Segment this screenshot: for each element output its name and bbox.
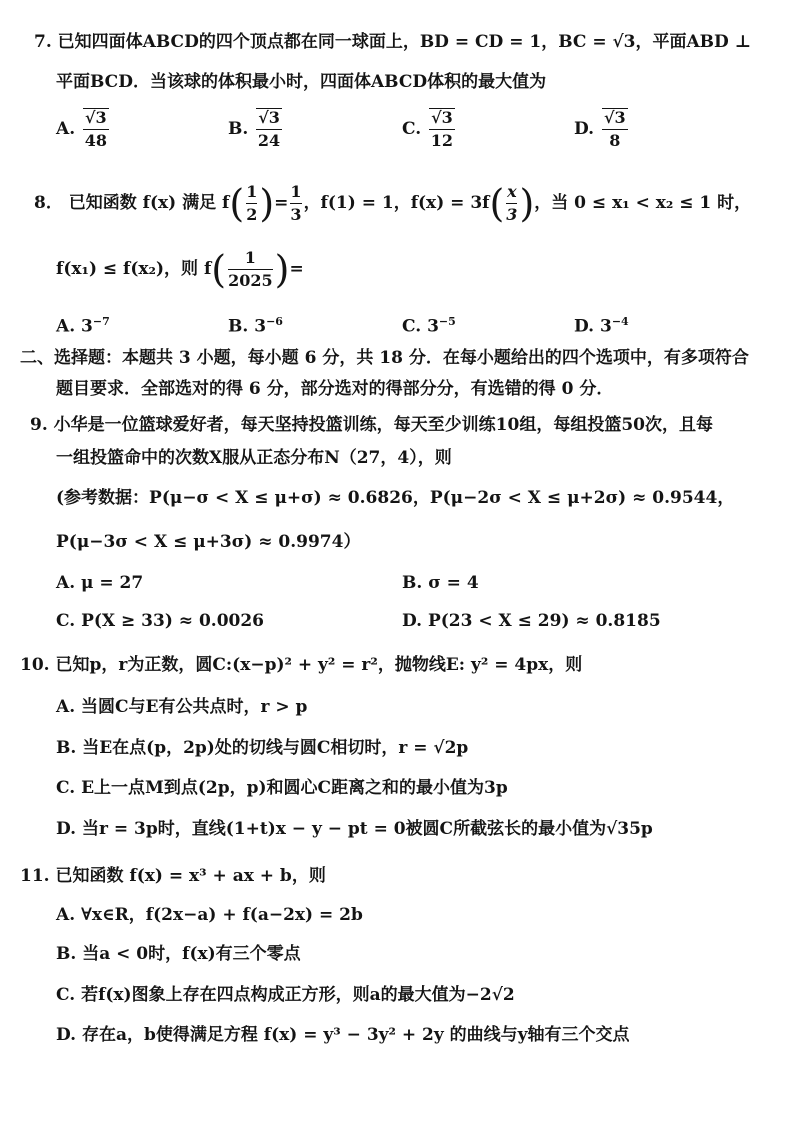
q8-frac-x3: [506, 182, 517, 225]
q7-option-a-num: √3: [85, 108, 107, 127]
q7-option-b-den: 24: [257, 131, 281, 150]
q8-option-a-label: A.: [56, 316, 76, 337]
q11-option-d-text: D. 存在a，b使得满足方程 f(x) = y³ − 3y² + 2y 的曲线与y轴有三个交点: [56, 1025, 630, 1045]
q10-option-b: [56, 736, 468, 760]
q8-option-d: [574, 310, 629, 339]
q9-option-a-text: A. μ = 27: [56, 573, 144, 593]
q8-frac-half: [246, 182, 257, 225]
q7-line2: [56, 70, 546, 94]
q9-option-a: [56, 571, 143, 595]
q8-option-d-base: 3: [599, 316, 612, 337]
q8-option-b-base: 3: [254, 316, 267, 337]
q9-text2: 一组投篮命中的次数X服从正态分布N（27，4），则: [56, 448, 452, 468]
q8-option-a: [56, 310, 110, 339]
q8-text1c: ，f(1) = 1，f(x) = 3f: [303, 193, 490, 213]
q8-frac-2025-num: 1: [244, 248, 256, 267]
q7-option-c-den: 12: [430, 131, 454, 150]
q7-option-d: [574, 108, 630, 151]
q7-option-a-value: [83, 108, 109, 151]
q8-option-c-exp: −5: [438, 315, 456, 328]
q8-option-c-base: 3: [427, 316, 439, 337]
q9-ref-line2: [56, 530, 360, 554]
q8-frac-x3-num: x: [507, 182, 517, 201]
q10-text1: 已知p，r为正数，圆C:(x−p)² + y² = r²，抛物线E: y² = 4px，则: [55, 655, 583, 675]
q10-option-b-text: B. 当E在点(p，2p)处的切线与圆C相切时，r = √2p: [56, 738, 469, 758]
section2-text2: 题目要求．全部选对的得 6 分，部分选对的得部分分，有选错的得 0 分．: [56, 379, 614, 399]
q7-option-d-value: [602, 108, 628, 151]
q8-option-d-label: D.: [574, 316, 595, 337]
q9-option-d: [402, 609, 661, 633]
q7-number: 7.: [34, 32, 52, 52]
q9-option-b-text: B. σ = 4: [402, 573, 479, 593]
section2-text1: 二、选择题：本题共 3 小题，每小题 6 分，共 18 分．在每小题给出的四个选项中，有多项符合: [20, 348, 749, 368]
q8-frac-x3-den: 3: [506, 205, 518, 224]
q8-line2: f(x₁) ≤ f(x₂)，则 f( $\frac{1}{2025}$ )=: [56, 247, 304, 292]
q7-option-c-label: C.: [402, 119, 422, 139]
q9-ref-line1: [56, 486, 734, 510]
q7-line1: [34, 30, 751, 54]
section2-line1: [20, 346, 749, 370]
q7-option-c-value: [429, 108, 455, 151]
q9-ref1: (参考数据：P(μ−σ < X ≤ μ+σ) ≈ 0.6826，P(μ−2σ < X ≤ μ+2σ) ≈ 0.9544，: [56, 488, 735, 508]
q11-text1: 已知函数 f(x) = x³ + ax + b，则: [55, 866, 326, 886]
q8-option-d-exp: −4: [611, 315, 629, 328]
q8-frac-third: [290, 182, 301, 225]
q8-line1: 8． 已知函数 f(x) 满足 f( $\frac{1}{2}$ )= $\frac{1}{3}$ ，f(1) = 1，f(x) = 3f( $\frac{x}{3}$ )，当 0 ≤ x₁ < x₂ ≤ 1 时，: [34, 181, 752, 226]
q7-option-d-num: √3: [603, 108, 626, 127]
q11-number: 11.: [20, 866, 50, 886]
q8-text2b: =: [289, 259, 304, 279]
q10-line1: [20, 653, 582, 677]
q11-option-a: [56, 903, 363, 927]
q9-option-d-text: D. P(23 < X ≤ 29) ≈ 0.8185: [402, 611, 661, 631]
q8-frac-third-den: 3: [290, 205, 302, 224]
q10-option-a: [56, 695, 307, 719]
q9-ref2: P(μ−3σ < X ≤ μ+3σ) ≈ 0.9974）: [56, 532, 361, 552]
q7-option-a-label: A.: [56, 119, 76, 139]
q7-option-b-value: [256, 108, 282, 151]
q8-text1a: 已知函数 f(x) 满足 f: [68, 193, 230, 213]
q8-number: 8．: [34, 193, 63, 213]
q9-option-c: [56, 609, 264, 633]
q8-frac-third-num: 1: [290, 182, 302, 201]
q7-text1: 已知四面体ABCD的四个顶点都在同一球面上，BD = CD = 1，BC = √3，平面ABD ⊥: [57, 32, 752, 52]
q11-option-d: [56, 1023, 630, 1047]
q9-number: 9.: [30, 415, 48, 435]
q10-option-a-text: A. 当圆C与E有公共点时，r > p: [56, 697, 308, 717]
q11-option-c-text: C. 若f(x)图象上存在四点构成正方形，则a的最大值为−2√2: [56, 985, 515, 1005]
q8-frac-half-num: 1: [246, 182, 258, 201]
q8-option-c-label: C.: [402, 316, 422, 337]
q8-option-a-exp: −7: [92, 315, 110, 328]
q7-option-d-label: D.: [574, 119, 595, 139]
q10-option-d: [56, 817, 653, 841]
q8-frac-half-den: 2: [246, 205, 258, 224]
q10-option-c-text: C. E上一点M到点(2p，p)和圆心C距离之和的最小值为3p: [56, 778, 508, 798]
q8-option-a-base: 3: [81, 316, 93, 337]
q10-option-d-text: D. 当r = 3p时，直线(1+t)x − y − pt = 0被圆C所截弦长的最小值为√35p: [56, 819, 653, 839]
q9-option-c-text: C. P(X ≥ 33) ≈ 0.0026: [56, 611, 265, 631]
q11-option-a-text: A. ∀x∈R，f(2x−a) + f(a−2x) = 2b: [56, 905, 363, 925]
q8-frac-2025: [228, 248, 273, 291]
q11-option-c: [56, 983, 515, 1007]
section2-line2: [56, 377, 613, 401]
q11-line1: [20, 864, 326, 888]
q9-option-b: [402, 571, 479, 595]
q8-text2a: f(x₁) ≤ f(x₂)，则 f: [56, 259, 212, 279]
q7-option-d-den: 8: [609, 131, 621, 150]
q8-text1b: =: [274, 193, 289, 213]
q8-frac-2025-den: 2025: [228, 271, 273, 290]
q7-option-b-num: √3: [258, 108, 280, 127]
q9-line1: [30, 413, 713, 437]
q8-option-b-label: B.: [228, 316, 249, 337]
q7-option-c-num: √3: [431, 108, 453, 127]
q9-line2: [56, 446, 452, 470]
q9-text1: 小华是一位篮球爱好者，每天坚持投篮训练，每天至少训练10组，每组投篮50次，且每: [53, 415, 713, 435]
q7-option-b-label: B.: [228, 119, 249, 139]
q7-option-a-den: 48: [84, 131, 107, 150]
q10-number: 10.: [20, 655, 50, 675]
q7-text2: 平面BCD．当该球的体积最小时，四面体ABCD体积的最大值为: [56, 72, 547, 92]
q8-option-c: [402, 310, 456, 339]
q11-option-b: [56, 942, 301, 966]
q7-option-c: [402, 108, 457, 151]
q8-text1d: ，当 0 ≤ x₁ < x₂ ≤ 1 时，: [534, 193, 752, 213]
q8-option-b: [228, 310, 283, 339]
q8-option-b-exp: −6: [266, 315, 283, 328]
q7-option-b: [228, 108, 284, 151]
q7-option-a: [56, 108, 111, 151]
q11-option-b-text: B. 当a < 0时，f(x)有三个零点: [56, 944, 301, 964]
q10-option-c: [56, 776, 508, 800]
